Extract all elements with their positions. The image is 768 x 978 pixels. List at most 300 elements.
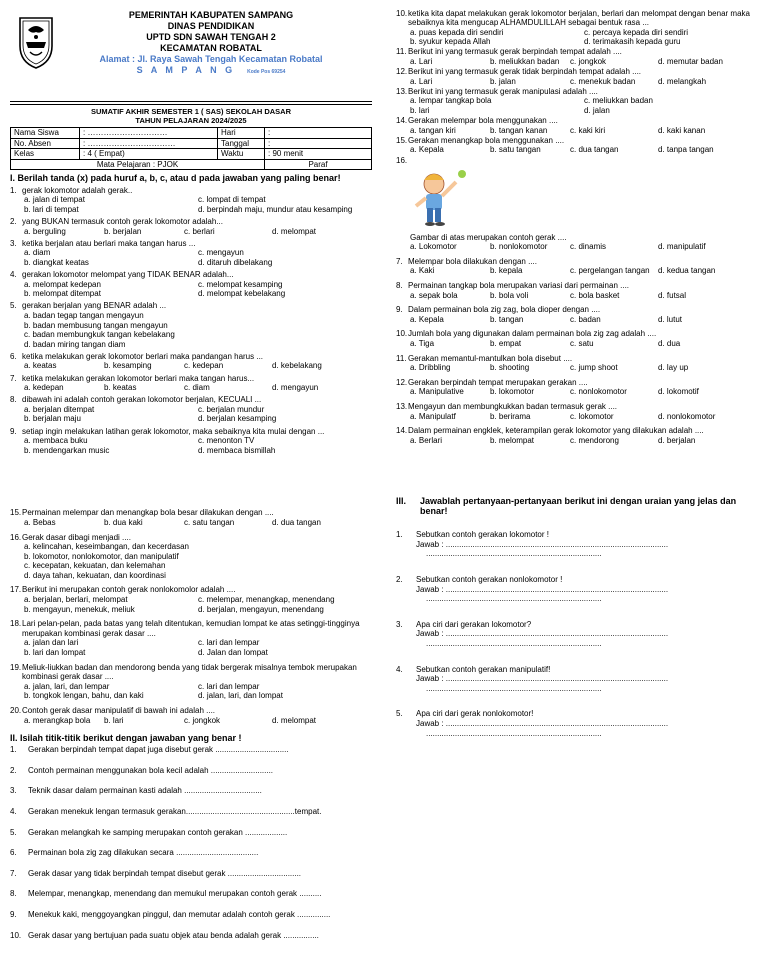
answer-option[interactable]: b. empat xyxy=(490,338,522,348)
essay-number: 2. xyxy=(396,575,403,585)
question-item xyxy=(396,116,758,135)
answer-option[interactable]: c. diam xyxy=(184,383,210,393)
answer-option[interactable]: a. Kepala xyxy=(410,145,444,155)
essay-number: 4. xyxy=(396,664,403,674)
question-text: gerakan lokomotor melompat yang TIDAK BENAR adalah... xyxy=(22,270,234,280)
question-number: 6. xyxy=(10,351,17,361)
question-item xyxy=(10,585,372,614)
answer-option[interactable]: d. dua xyxy=(658,338,681,348)
answer-option[interactable]: b. satu tangan xyxy=(490,145,541,155)
answer-option[interactable]: c. pergelangan tangan xyxy=(570,266,650,276)
waktu-label: Waktu xyxy=(218,149,265,160)
answer-option[interactable]: c. lari dan lempar xyxy=(198,638,260,648)
option-b[interactable]: b. nonlokomotor xyxy=(490,242,548,252)
answer-option[interactable]: d. berjalan, mengayun, menendang xyxy=(198,604,324,614)
answer-option[interactable]: a. kedepan xyxy=(24,383,64,393)
answer-option[interactable]: d. kebelakang xyxy=(272,361,322,371)
answer-option[interactable]: d. berjalan kesamping xyxy=(198,414,277,424)
answer-option[interactable]: b. melompat ditempat xyxy=(24,289,101,299)
question-text: ketika berjalan atau berlari maka tangan harus ... xyxy=(22,238,196,248)
question-number: 11. xyxy=(396,353,407,363)
question-text: ketika melakukan gerak lokomotor berlari maka pandangan harus ... xyxy=(22,351,264,361)
answer-option[interactable]: d. dua tangan xyxy=(272,517,321,527)
answer-line[interactable]: Jawab : .................................................................................................... xyxy=(416,629,669,639)
answer-option[interactable]: b. lari xyxy=(104,715,124,725)
answer-option[interactable]: c. mendorong xyxy=(570,435,619,445)
answer-options xyxy=(10,682,372,701)
essay-item xyxy=(396,575,758,604)
city-name: S A M P A N G xyxy=(136,65,236,75)
fill-in-item[interactable] xyxy=(10,786,372,796)
fill-in-item[interactable] xyxy=(10,848,372,858)
fill-in-item[interactable] xyxy=(10,766,372,776)
answer-option[interactable]: c. jongkok xyxy=(184,715,221,725)
answer-option[interactable]: c. menonton TV xyxy=(198,436,255,446)
answer-option[interactable]: d. futsal xyxy=(658,290,687,300)
question-number: 12. xyxy=(396,377,408,387)
answer-options xyxy=(396,412,758,422)
answer-option[interactable]: a. Kaki xyxy=(410,266,435,276)
question-number: 12. xyxy=(396,67,408,77)
answer-options xyxy=(10,383,372,393)
fill-in-text: Gerakan melangkah ke samping merupakan contoh gerakan ................... xyxy=(28,827,288,837)
section-1-title: I. Berilah tanda (x) pada huruf a, b, c, atau d pada jawaban yang paling benar! xyxy=(10,173,341,184)
answer-option[interactable]: a. membaca buku xyxy=(24,436,88,446)
answer-option[interactable]: a. Manipulative xyxy=(410,387,464,397)
fill-in-number: 10. xyxy=(10,930,22,940)
answer-option[interactable]: d. lay up xyxy=(658,363,689,373)
question-item xyxy=(10,706,372,725)
answer-option[interactable]: a. Dribbling xyxy=(410,363,451,373)
answer-option[interactable]: a. berguling xyxy=(24,226,66,236)
answer-option[interactable]: b. badan membusung tangan mengayun xyxy=(24,320,168,330)
fill-in-text: Gerak dasar yang bertujuan pada suatu objek atau benda adalah gerak ................ xyxy=(28,930,319,940)
answer-option[interactable]: a. jalan di tempat xyxy=(24,195,85,205)
question-16-options xyxy=(396,242,758,252)
answer-option[interactable]: c. satu xyxy=(570,338,594,348)
question-text: Berikut ini yang termasuk gerak tidak berpindah tempat adalah .... xyxy=(408,67,642,77)
essay-question: Apa ciri dari gerak nonlokomotor! xyxy=(416,709,534,719)
answer-option[interactable]: b. keatas xyxy=(104,383,137,393)
question-number: 4. xyxy=(10,270,17,280)
answer-option[interactable]: b. tongkok lengan, bahu, dan kaki xyxy=(24,691,144,701)
letterhead-text xyxy=(50,10,372,76)
question-item xyxy=(10,374,372,393)
answer-line[interactable]: Jawab : .................................................................................................... xyxy=(416,539,669,549)
question-item xyxy=(10,239,372,268)
fill-in-text: Contoh permainan menggunakan bola kecil adalah ............................ xyxy=(28,765,274,775)
answer-option[interactable]: c. percaya kepada diri sendiri xyxy=(584,27,689,37)
academic-year: TAHUN PELAJARAN 2024/2025 xyxy=(135,116,247,125)
essay-question: Sebutkan contoh gerakan nonlokomotor ! xyxy=(416,575,563,585)
answer-options xyxy=(10,638,372,657)
answer-option[interactable]: a. kelincahan, keseimbangan, dan kecerdasan xyxy=(24,542,189,552)
answer-option[interactable]: d. badan miring tangan diam xyxy=(24,339,126,349)
answer-option[interactable]: b. berjalan maju xyxy=(24,414,81,424)
answer-line-2[interactable]: ............................................................................... xyxy=(426,639,602,649)
answer-option[interactable]: c. kaki kiri xyxy=(570,125,606,135)
answer-options xyxy=(396,57,758,67)
answer-option[interactable]: b. bola voli xyxy=(490,290,529,300)
question-item xyxy=(10,217,372,236)
question-number: 1. xyxy=(10,185,17,195)
question-number: 18. xyxy=(10,619,22,629)
question-text: ketika kita dapat melakukan gerak lokomotor berjalan, berlari dan melompat dengan benar maka sebaiknya kita mengucap ALHAMDULILLAH sebagai bentuk rasa ... xyxy=(408,8,750,28)
answer-option[interactable]: b. berjalan xyxy=(104,226,142,236)
fill-in-item[interactable] xyxy=(10,910,372,920)
fill-in-number: 8. xyxy=(10,889,17,899)
fill-in-item[interactable] xyxy=(10,745,372,755)
question-item xyxy=(396,67,758,86)
right-questions-mid xyxy=(396,257,758,446)
answer-option[interactable]: a. Lari xyxy=(410,56,433,66)
question-text: Berikut ini yang termasuk gerak manipulasi adalah .... xyxy=(408,86,598,96)
option-a[interactable]: a. Lokomotor xyxy=(410,242,457,252)
question-number: 10. xyxy=(396,8,408,18)
header-line-1: PEMERINTAH KABUPATEN SAMPANG xyxy=(128,10,294,20)
nama-label: Nama Siswa xyxy=(11,128,80,139)
answer-option[interactable]: b. tangan xyxy=(490,314,524,324)
answer-options xyxy=(396,363,758,373)
option-c[interactable]: c. dinamis xyxy=(570,242,607,252)
hari-field[interactable]: : xyxy=(265,128,372,139)
answer-option[interactable]: d. mengayun xyxy=(272,383,319,393)
answer-option[interactable]: c. kedepan xyxy=(184,361,224,371)
question-item xyxy=(396,47,758,66)
fill-in-text: Gerakan berpindah tempat dapat juga disebut gerak ................................. xyxy=(28,745,289,755)
answer-options xyxy=(10,405,372,424)
essay-item xyxy=(396,530,758,559)
question-number: 8. xyxy=(396,280,403,290)
answer-option[interactable]: b. berirama xyxy=(490,411,531,421)
question-number: 13. xyxy=(396,86,408,96)
answer-option[interactable]: b. lari di tempat xyxy=(24,205,79,215)
section-3-list xyxy=(396,530,758,738)
answer-option[interactable]: c. menekuk badan xyxy=(570,76,636,86)
answer-option[interactable]: d. melompat kebelakang xyxy=(198,289,286,299)
answer-option[interactable]: b. melompat xyxy=(490,435,535,445)
question-number: 13. xyxy=(396,401,408,411)
answer-line-2[interactable]: ............................................................................... xyxy=(426,549,602,559)
answer-option[interactable]: b. lari dan lompat xyxy=(24,648,86,658)
fill-in-item[interactable] xyxy=(10,889,372,899)
answer-options xyxy=(10,227,372,237)
question-16-text: Gambar di atas merupakan contoh gerak .... xyxy=(410,232,567,242)
answer-option[interactable]: d. berjalan xyxy=(658,435,696,445)
fill-in-item[interactable] xyxy=(10,931,372,941)
answer-option[interactable]: c. berjalan mundur xyxy=(198,404,265,414)
answer-options xyxy=(10,311,372,349)
fill-in-text: Gerak dasar yang tidak berpindah tempat disebut gerak ................................. xyxy=(28,868,302,878)
answer-options xyxy=(10,436,372,455)
answer-option[interactable]: d. melompat xyxy=(272,226,317,236)
answer-option[interactable]: c. melompat kesamping xyxy=(198,279,283,289)
question-number: 2. xyxy=(10,217,17,227)
answer-option[interactable]: d. kedua tangan xyxy=(658,266,716,276)
answer-options xyxy=(10,361,372,371)
answer-options xyxy=(396,339,758,349)
left-questions-bottom xyxy=(10,508,372,725)
question-text: Permainan melempar dan menangkap bola besar dilakukan dengan .... xyxy=(22,508,274,518)
question-item xyxy=(396,354,758,373)
question-number: 17. xyxy=(10,585,22,595)
answer-option[interactable]: b. dua kaki xyxy=(104,517,143,527)
waktu-field: : 90 menit xyxy=(265,149,372,160)
answer-option[interactable]: c. badan xyxy=(570,314,601,324)
question-item xyxy=(10,619,372,657)
question-text: Berikut ini yang termasuk gerak berpindah tempat adalah .... xyxy=(408,47,622,57)
question-item xyxy=(396,378,758,397)
question-number: 5. xyxy=(10,301,17,311)
answer-option[interactable]: d. ditaruh dibelakang xyxy=(198,258,273,268)
answer-option[interactable]: b. lokomotor, nonlokomotor, dan manipulatif xyxy=(24,551,179,561)
section-3-title xyxy=(396,496,758,516)
answer-option[interactable]: d. Jalan dan lompat xyxy=(198,648,268,658)
answer-option[interactable]: d. tanpa tangan xyxy=(658,145,714,155)
question-number: 10. xyxy=(396,329,408,339)
student-info-table xyxy=(10,127,372,170)
answer-option[interactable]: b. diangkat keatas xyxy=(24,258,89,268)
tanggal-field[interactable]: : xyxy=(265,138,372,149)
question-text: gerakan berjalan yang BENAR adalah ... xyxy=(22,301,167,311)
question-text: Contoh gerak dasar manipulatif di bawah ini adalah .... xyxy=(22,706,216,715)
answer-option[interactable]: a. Manipulatf xyxy=(410,411,456,421)
answer-option[interactable]: d. lutut xyxy=(658,314,683,324)
answer-option[interactable]: c. berlari xyxy=(184,226,215,236)
answer-options xyxy=(396,387,758,397)
answer-option[interactable]: a. Tiga xyxy=(410,338,435,348)
answer-option[interactable]: a. badan tegap tangan mengayun xyxy=(24,311,144,320)
letterhead xyxy=(10,8,372,100)
answer-option[interactable]: b. kepala xyxy=(490,266,523,276)
answer-option[interactable]: c. meliukkan badan xyxy=(584,96,653,106)
question-item xyxy=(10,533,372,581)
question-item xyxy=(10,301,372,349)
question-text: dibawah ini adalah contoh gerakan lokomotor berjalan, KECUALI ... xyxy=(22,395,262,405)
question-text: Gerakan melempar bola menggunakan .... xyxy=(408,116,558,126)
fill-in-number: 6. xyxy=(10,848,17,858)
answer-line-2[interactable]: ............................................................................... xyxy=(426,683,602,693)
fill-in-number: 5. xyxy=(10,827,17,837)
answer-line[interactable]: Jawab : .................................................................................................... xyxy=(416,719,669,728)
fill-in-number: 9. xyxy=(10,909,17,919)
essay-question: Sebutkan contoh gerakan lokomotor ! xyxy=(416,530,549,540)
question-item xyxy=(10,395,372,424)
answer-option[interactable]: b. jalan xyxy=(490,76,516,86)
paraf-box[interactable]: Paraf xyxy=(265,159,372,170)
answer-option[interactable]: d. membaca bismillah xyxy=(198,445,276,455)
question-item xyxy=(10,352,372,371)
essay-item xyxy=(396,709,758,738)
question-text: Dalam permainan bola zig zag, bola dioper dengan .... xyxy=(408,305,601,315)
section-3-instruction: Jawablah pertanyaan-pertanyaan berikut ini dengan uraian yang jelas dan benar! xyxy=(420,496,737,517)
fill-in-number: 2. xyxy=(10,765,17,775)
answer-options xyxy=(396,126,758,136)
child-throwing-ball-icon xyxy=(410,168,470,228)
essay-item xyxy=(396,665,758,694)
answer-option[interactable]: a. keatas xyxy=(24,361,57,371)
fill-in-item[interactable] xyxy=(10,828,372,838)
question-item xyxy=(396,426,758,445)
answer-line[interactable]: Jawab : .................................................................................................... xyxy=(416,584,669,594)
question-text: Berikut ini merupakan contoh gerak nonlokomolor adalah .... xyxy=(22,585,236,595)
fill-in-item[interactable] xyxy=(10,807,372,817)
question-item xyxy=(10,663,372,701)
answer-option[interactable]: c. lari dan lempar xyxy=(198,681,260,691)
answer-option[interactable]: b. kesamping xyxy=(104,361,152,371)
answer-option[interactable]: a. lempar tangkap bola xyxy=(410,96,492,106)
answer-option[interactable]: b. meliukkan badan xyxy=(490,56,560,66)
answer-option[interactable]: d. lokomotif xyxy=(658,387,699,397)
essay-question: Sebutkan contoh gerakan manipulatif! xyxy=(416,664,551,674)
answer-option[interactable]: d. terimakasih kepada guru xyxy=(584,37,681,47)
absen-field[interactable]: : …………………………… xyxy=(80,138,218,149)
answer-option[interactable]: b. mendengarkan music xyxy=(24,445,110,455)
answer-option[interactable]: d. nonlokomotor xyxy=(658,411,716,421)
question-number: 14. xyxy=(396,116,408,126)
answer-options xyxy=(10,195,372,214)
nama-field[interactable]: : ………………………… xyxy=(80,128,218,139)
answer-option[interactable]: a. jalan, lari, dan lempar xyxy=(24,681,110,691)
answer-option[interactable]: b. tangan kanan xyxy=(490,125,548,135)
answer-option[interactable]: d. melompat xyxy=(272,715,317,725)
answer-options xyxy=(10,248,372,267)
answer-option[interactable]: a. Kepala xyxy=(410,314,444,324)
question-number: 16. xyxy=(396,156,408,166)
answer-options xyxy=(396,96,758,115)
answer-options xyxy=(396,266,758,276)
answer-line-2[interactable]: ............................................................................... xyxy=(426,728,602,738)
question-text: Dalam permainan engklek, keterampilan gerak lokomotor yang dilakukan adalah .... xyxy=(408,426,704,436)
answer-options xyxy=(396,436,758,446)
postal-code: Kode Pos 69254 xyxy=(247,69,286,75)
answer-option[interactable]: a. tangan kiri xyxy=(410,125,456,135)
fill-in-number: 7. xyxy=(10,868,17,878)
answer-option[interactable]: a. Bebas xyxy=(24,517,56,527)
answer-option[interactable]: d. melangkah xyxy=(658,76,707,86)
question-number: 20. xyxy=(10,706,22,715)
question-text: yang BUKAN termasuk contoh gerak lokomotor adalah... xyxy=(22,217,223,227)
answer-option[interactable]: a. diam xyxy=(24,248,51,258)
answer-option[interactable]: b. syukur kepada Allah xyxy=(410,37,491,47)
answer-option[interactable]: b. shooting xyxy=(490,363,530,373)
option-d[interactable]: d. manipulatif xyxy=(658,242,706,252)
answer-option[interactable]: a. puas kepada diri sendiri xyxy=(410,27,504,37)
answer-option[interactable]: c. lompat di tempat xyxy=(198,195,266,205)
question-number: 9. xyxy=(396,305,403,315)
fill-in-text: Melempar, menangkap, menendang dan memukul merupakan contoh gerak .......... xyxy=(28,889,322,899)
question-number: 14. xyxy=(396,426,408,436)
header-line-4: KECAMATAN ROBATAL xyxy=(160,43,262,53)
answer-option[interactable]: a. merangkap bola xyxy=(24,715,91,725)
question-number: 11. xyxy=(396,47,407,57)
answer-option[interactable]: c. lokomotor xyxy=(570,411,614,421)
answer-option[interactable]: b. lari xyxy=(410,105,430,115)
answer-option[interactable]: b. mengayun, menekuk, meliuk xyxy=(24,604,135,614)
question-item xyxy=(396,87,758,116)
answer-option[interactable]: c. jongkok xyxy=(570,56,607,66)
answer-options xyxy=(396,145,758,155)
question-text: Meliuk-liukkan badan dan mendorong benda yang tidak bergerak misalnya tembok merupakan kombinasi gerak dasar .... xyxy=(22,662,357,682)
question-number: 7. xyxy=(10,373,17,383)
answer-option[interactable]: b. lokomotor xyxy=(490,387,535,397)
question-text: gerak lokomotor adalah gerak.. xyxy=(22,185,133,195)
question-text: Gerakan berpindah tempat merupakan gerakan .... xyxy=(408,377,588,387)
fill-in-text: Permainan bola zig zag dilakukan secara ..................................... xyxy=(28,848,259,858)
question-text: Jumlah bola yang digunakan dalam permainan bola zig zag adalah .... xyxy=(408,329,657,339)
question-number: 8. xyxy=(10,395,17,405)
answer-option[interactable]: c. melempar, menangkap, menendang xyxy=(198,595,335,605)
answer-options xyxy=(10,280,372,299)
question-item xyxy=(396,281,758,300)
answer-option[interactable]: a. berjalan ditempat xyxy=(24,404,95,414)
answer-option[interactable]: a. Lari xyxy=(410,76,433,86)
answer-option[interactable]: c. dua tangan xyxy=(570,145,619,155)
answer-options xyxy=(10,542,372,580)
absen-label: No. Absen xyxy=(11,138,80,149)
question-text: Gerak dasar dibagi menjadi .... xyxy=(22,532,131,542)
question-item xyxy=(10,508,372,527)
answer-option[interactable]: c. badan membungkuk tangan kebelakang xyxy=(24,330,175,340)
tanggal-label: Tanggal xyxy=(218,138,265,149)
answer-option[interactable]: a. jalan dan lari xyxy=(24,638,79,648)
answer-option[interactable]: d. jalan, lari, dan lompat xyxy=(198,691,283,701)
question-item xyxy=(10,427,372,456)
answer-option[interactable]: d. jalan xyxy=(584,105,610,115)
answer-line-2[interactable]: ............................................................................... xyxy=(426,594,602,604)
question-number: 3. xyxy=(10,238,17,248)
answer-option[interactable]: a. Berlari xyxy=(410,435,443,445)
question-text: Melempar bola dilakukan dengan .... xyxy=(408,256,537,266)
question-text: Mengayun dan membungkukkan badan termasuk gerak .... xyxy=(408,401,618,411)
question-item xyxy=(396,329,758,348)
header-line-2: DINAS PENDIDIKAN xyxy=(167,21,255,31)
question-item xyxy=(10,186,372,215)
answer-option[interactable]: c. kecepatan, kekuatan, dan kelemahan xyxy=(24,561,166,571)
answer-option[interactable]: c. nonlokomotor xyxy=(570,387,627,397)
right-questions-top xyxy=(396,9,758,155)
answer-option[interactable]: d. kaki kanan xyxy=(658,125,706,135)
kelas-label: Kelas xyxy=(11,149,80,160)
fill-in-item[interactable] xyxy=(10,869,372,879)
fill-in-number: 1. xyxy=(10,745,17,755)
answer-option[interactable]: c. bola basket xyxy=(570,290,620,300)
answer-option[interactable]: c. satu tangan xyxy=(184,517,235,527)
answer-line[interactable]: Jawab : .................................................................................................... xyxy=(416,674,669,684)
answer-option[interactable]: a. melompat kedepan xyxy=(24,279,101,289)
answer-options xyxy=(396,28,758,47)
answer-options xyxy=(396,291,758,301)
answer-option[interactable]: d. berpindah maju, mundur atau kesamping xyxy=(198,205,353,215)
question-item xyxy=(396,9,758,47)
question-text: Gerakan menangkap bola menggunakan .... xyxy=(408,135,565,145)
section-2-title: II. Isilah titik-titik berikut dengan jawaban yang benar ! xyxy=(10,733,242,744)
answer-option[interactable]: c. jump shoot xyxy=(570,363,618,373)
question-text: ketika melakukan gerakan lokomotor berlari maka tangan harus... xyxy=(22,373,255,383)
right-column xyxy=(396,8,758,738)
essay-item xyxy=(396,620,758,649)
question-text: setiap ingin melakukan latihan gerak lokomotor, maka sebaiknya kita mulai dengan ... xyxy=(22,426,325,436)
answer-option[interactable]: a. berjalan, berlari, melompat xyxy=(24,595,128,605)
answer-option[interactable]: d. daya tahan, kekuatan, dan koordinasi xyxy=(24,570,166,580)
answer-option[interactable]: a. sepak bola xyxy=(410,290,458,300)
left-questions xyxy=(10,186,372,455)
essay-number: 5. xyxy=(396,709,403,719)
essay-number: 3. xyxy=(396,619,403,629)
answer-option[interactable]: d. memutar badan xyxy=(658,56,723,66)
answer-option[interactable]: c. mengayun xyxy=(198,248,244,258)
essay-question: Apa ciri dari gerakan lokomotor? xyxy=(416,619,532,629)
